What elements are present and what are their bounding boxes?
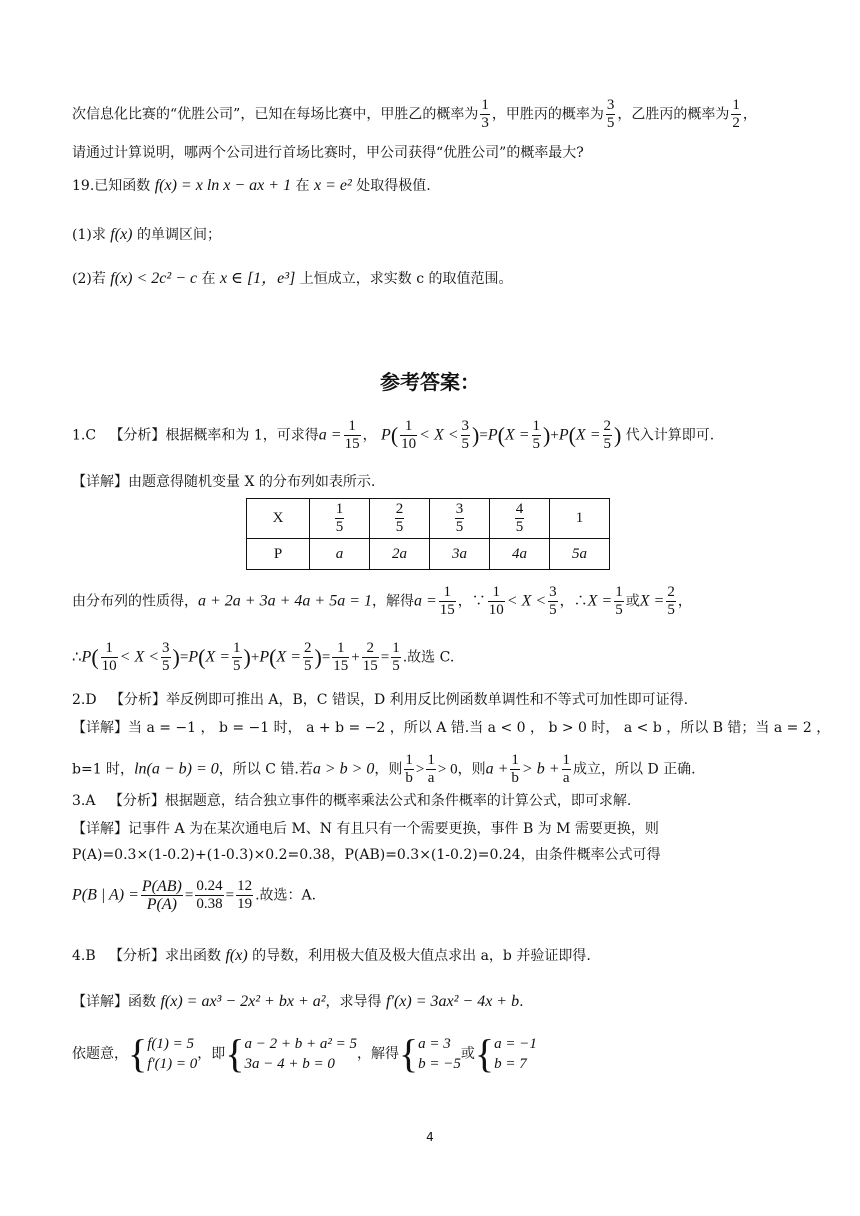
q18-line2: 请通过计算说明，哪两个公司进行首场比赛时，甲公司获得“优胜公司”的概率最大?: [72, 145, 584, 161]
answer-3-detail-1: 【详解】记事件 A 为在某次通电后 M、N 有且只有一个需要更换，事件 B 为 M 需要更换，则: [72, 821, 659, 837]
q18-text-b: ，甲胜丙的概率为: [491, 106, 604, 123]
page-number: 4: [426, 1130, 434, 1144]
answer-2-detail-2: b=1 时，ln(a − b) = 0，所以 C 错.若a > b > 0，则 $\frac{1}{b}$ > $\frac{1}{a}$ > 0，则a + $\frac{1}{b}$ > b + $\frac{1}{a}$ 成立，所以 D 正确.: [72, 752, 696, 786]
answer-4-detail-2: 依题意，{ f(1) = 5 f′(1) = 0 ，即{ a − 2 + b + a² = 5 3a − 4 + b = 0 ，解得{ a = 3 b = −5 或{ a = −1 b = 7: [72, 1031, 537, 1076]
fraction-1-2: $\frac{1}{2}$: [732, 97, 740, 131]
system-1: f(1) = 5 f′(1) = 0: [147, 1036, 198, 1072]
answer-4-analysis: 4.B 【分析】求出函数 f(x) 的导数，利用极大值及极大值点求出 a，b 并验证即得.: [72, 947, 591, 964]
table-header-x: X: [247, 499, 310, 539]
q19-part2: (2)若 f(x) < 2c² − c 在 x ∈ [1，e³] 上恒成立，求实数 c 的取值范围。: [72, 270, 513, 287]
q19-stem: 19.已知函数 f(x) = x ln x − ax + 1 在 x = e² 处取得极值.: [72, 177, 431, 194]
q18-text-c: ，乙胜丙的概率为: [617, 106, 730, 123]
q18-text-a: 次信息化比赛的“优胜公司”，已知在每场比赛中，甲胜乙的概率为: [72, 106, 479, 123]
system-2: a − 2 + b + a² = 5 3a − 4 + b = 0: [244, 1036, 357, 1072]
answer-3-analysis: 3.A 【分析】根据题意，结合独立事件的概率乘法公式和条件概率的计算公式，即可求解.: [72, 793, 632, 809]
fraction-3-5: $\frac{3}{5}$: [606, 97, 615, 131]
answer-1-analysis: 1.C 【分析】根据概率和为 1，可求得a = $\frac{1}{15}$ ， P( $\frac{1}{10}$ < X < $\frac{3}{5}$ )=P(X = $\frac{1}{5}$ )+P(X = $\frac{2}{5}$ ) 代入计算即可.: [72, 418, 715, 452]
system-3: a = 3 b = −5: [418, 1036, 461, 1072]
answer-1-line4: ∴P( $\frac{1}{10}$ < X < $\frac{3}{5}$ )=P(X = $\frac{1}{5}$ )+P(X = $\frac{2}{5}$ )= $\frac{1}{15}$ + $\frac{2}{15}$ = $\frac{1}{5}$ .故选 C.: [72, 640, 455, 674]
answer-3-detail-3: P(B | A) = $\frac{P(AB)}{P(A)}$ = $\frac{0.24}{0.38}$ = $\frac{12}{19}$ .故选：A.: [72, 878, 317, 913]
answer-2-detail-1: 【详解】当 a = −1 ， b = −1 时， a + b = −2 ，所以 A 错.当 a < 0 ， b > 0 时， a < b ，所以 B 错；当 a = 2 ，: [72, 720, 831, 736]
answer-1-line3: 由分布列的性质得，a + 2a + 3a + 4a + 5a = 1，解得a = $\frac{1}{15}$ ，∵ $\frac{1}{10}$ < X < $\frac{3}{5}$ ，∴X = $\frac{1}{5}$ 或X = $\frac{2}{5}$ ，: [72, 584, 692, 618]
system-4: a = −1 b = 7: [494, 1036, 537, 1072]
q19-function: f(x) = x ln x − ax + 1: [154, 177, 292, 194]
distribution-table: X $\frac{1}{5}$ $\frac{2}{5}$ $\frac{3}{5}$ $\frac{4}{5}$ 1 P a 2a 3a 4a 5a: [246, 498, 610, 570]
fraction-1-3: $\frac{1}{3}$: [481, 97, 489, 131]
answer-1-detail: 【详解】由题意得随机变量 X 的分布列如表所示.: [72, 474, 376, 490]
q19-part1: (1)求 f(x) 的单调区间；: [72, 226, 221, 243]
answer-3-detail-2: P(A)=0.3×(1-0.2)+(1-0.3)×0.2=0.38，P(AB)=0.3×(1-0.2)=0.24，由条件概率公式可得: [72, 847, 661, 863]
q18-line1: 次信息化比赛的“优胜公司”，已知在每场比赛中，甲胜乙的概率为 $\frac{1}{3}$ ，甲胜丙的概率为 $\frac{3}{5}$ ，乙胜丙的概率为 $\frac{1}{2}$ ，: [72, 97, 757, 131]
answer-4-detail-1: 【详解】函数 f(x) = ax³ − 2x² + bx + a²，求导得 f′(x) = 3ax² − 4x + b.: [72, 993, 524, 1010]
answer-2-analysis: 2.D 【分析】举反例即可推出 A，B，C 错误，D 利用反比例函数单调性和不等式可加性即可证得.: [72, 692, 689, 708]
answers-title: 参考答案：: [380, 370, 480, 394]
